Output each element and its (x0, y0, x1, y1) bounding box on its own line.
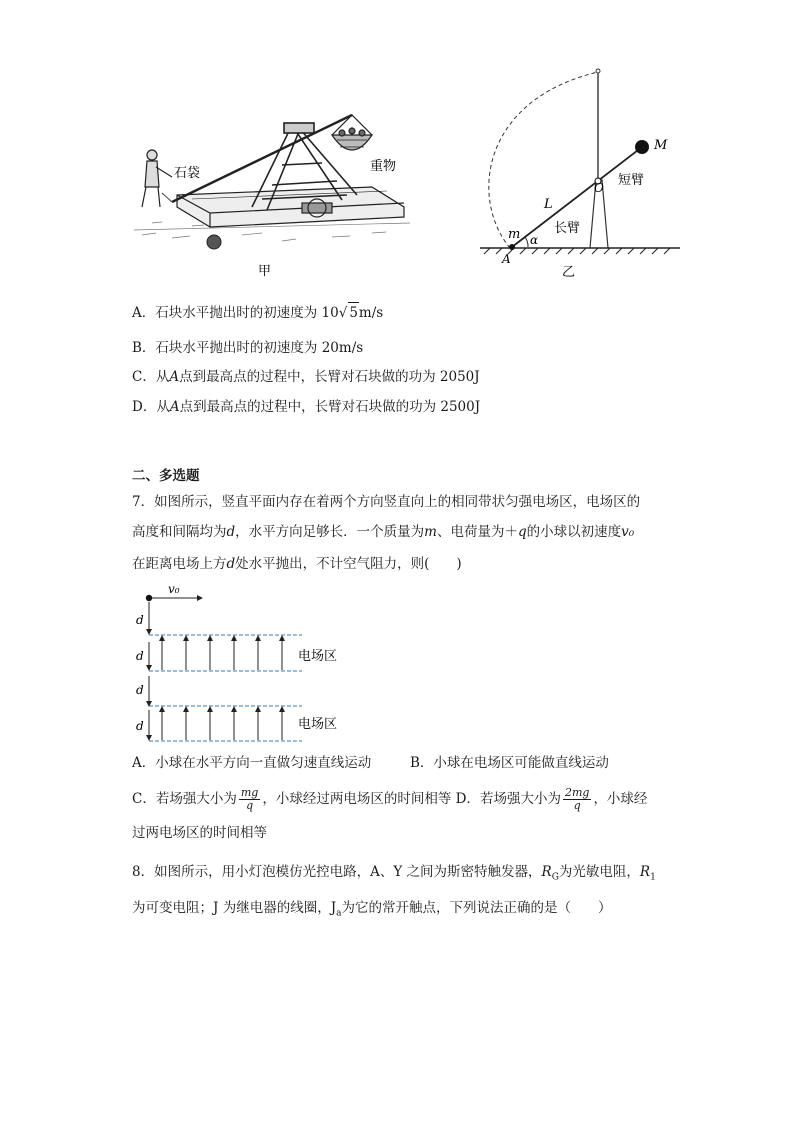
q8-line2: 为可变电阻；J 为继电器的线圈，$J_a$为它的常开触点，下列说法正确的是（ ） (132, 900, 612, 919)
label-weight: 重物 (370, 159, 397, 174)
label-O: O (594, 181, 604, 195)
trajectory-arc (489, 72, 598, 248)
field-label-1: 电场区 (298, 649, 338, 664)
label-alpha: α (530, 233, 539, 247)
q8-line1: 8．如图所示，用小灯泡模仿光控电路，A、Y 之间为斯密特触发器，$R_G$为光敏电阻，$R_1$ (132, 864, 656, 883)
q7-option-b: B．小球在电场区可能做直线运动 (410, 755, 609, 771)
label-short-arm: 短臂 (618, 173, 645, 188)
caption-yi: 乙 (562, 265, 576, 280)
arm-rope (162, 193, 172, 202)
ground-hatching (134, 222, 410, 241)
base-frame (177, 187, 404, 227)
fraction-mg-q: $\frac{mg}{q}$ (240, 786, 259, 812)
q6-option-b: B．石块水平抛出时的初速度为 20m/s (132, 340, 364, 356)
field-label-2: 电场区 (298, 717, 338, 732)
angle-arc (525, 237, 528, 247)
q7-option-d-cont: 过两电场区的时间相等 (132, 825, 267, 841)
field-arrows-1 (162, 638, 282, 670)
stone-ball (207, 235, 221, 249)
d-label-2: d (136, 649, 144, 663)
q6-option-a: A．石块水平抛出时的初速度为 10√ 5m/s (132, 302, 383, 323)
d-label-3: d (136, 683, 144, 697)
q7-field-figure (130, 580, 360, 745)
q6-option-d: D．从A点到最高点的过程中，长臂对石块做的功为 2500J (132, 399, 481, 415)
fraction-2mg-q: $\frac{2mg}{q}$ (564, 786, 590, 812)
q7-line2: 高度和间隔均为d，水平方向足够长．一个质量为m、电荷量为＋q的小球以初速度v₀ (132, 524, 635, 540)
d-label-1: d (136, 613, 144, 627)
q6-option-c: C．从A点到最高点的过程中，长臂对石块做的功为 2050J (132, 369, 480, 385)
lever-diagram (470, 60, 690, 290)
weight-basket (332, 115, 372, 150)
field-diagram (130, 580, 360, 745)
figure-yi (470, 60, 690, 290)
top-point (596, 69, 600, 73)
caption-jia: 甲 (258, 264, 272, 279)
label-long-arm: 长臂 (554, 221, 581, 236)
mass-M (635, 140, 649, 154)
q7-line3: 在距离电场上方d处水平抛出，不计空气阻力，则( ) (132, 556, 462, 572)
label-stone-bag: 石袋 (174, 166, 201, 181)
trebuchet-illustration (132, 95, 412, 285)
label-L: L (544, 197, 553, 212)
v0-label: v₀ (168, 582, 180, 596)
d-label-4: d (136, 719, 144, 733)
q7-line1: 7．如图所示，竖直平面内存在着两个方向竖直向上的相同带状匀强电场区，电场区的 (132, 494, 641, 510)
q7-option-cd: C．若场强大小为 $\frac{mg}{q}$ ，小球经过两电场区的时间相等 D．若场强大小为 $\frac{2mg}{q}$ ，小球经 (132, 786, 648, 812)
ball (146, 595, 152, 601)
label-M: M (654, 138, 668, 153)
section-heading: 二、多选题 (132, 468, 200, 484)
field-region-1 (149, 635, 302, 671)
q7-option-a: A．小球在水平方向一直做匀速直线运动 (132, 755, 372, 771)
field-arrows-2 (162, 709, 282, 740)
point-A (509, 244, 515, 250)
label-m: m (508, 227, 521, 242)
figure-jia (132, 95, 412, 285)
field-region-2 (149, 706, 302, 741)
label-A: A (502, 252, 511, 266)
